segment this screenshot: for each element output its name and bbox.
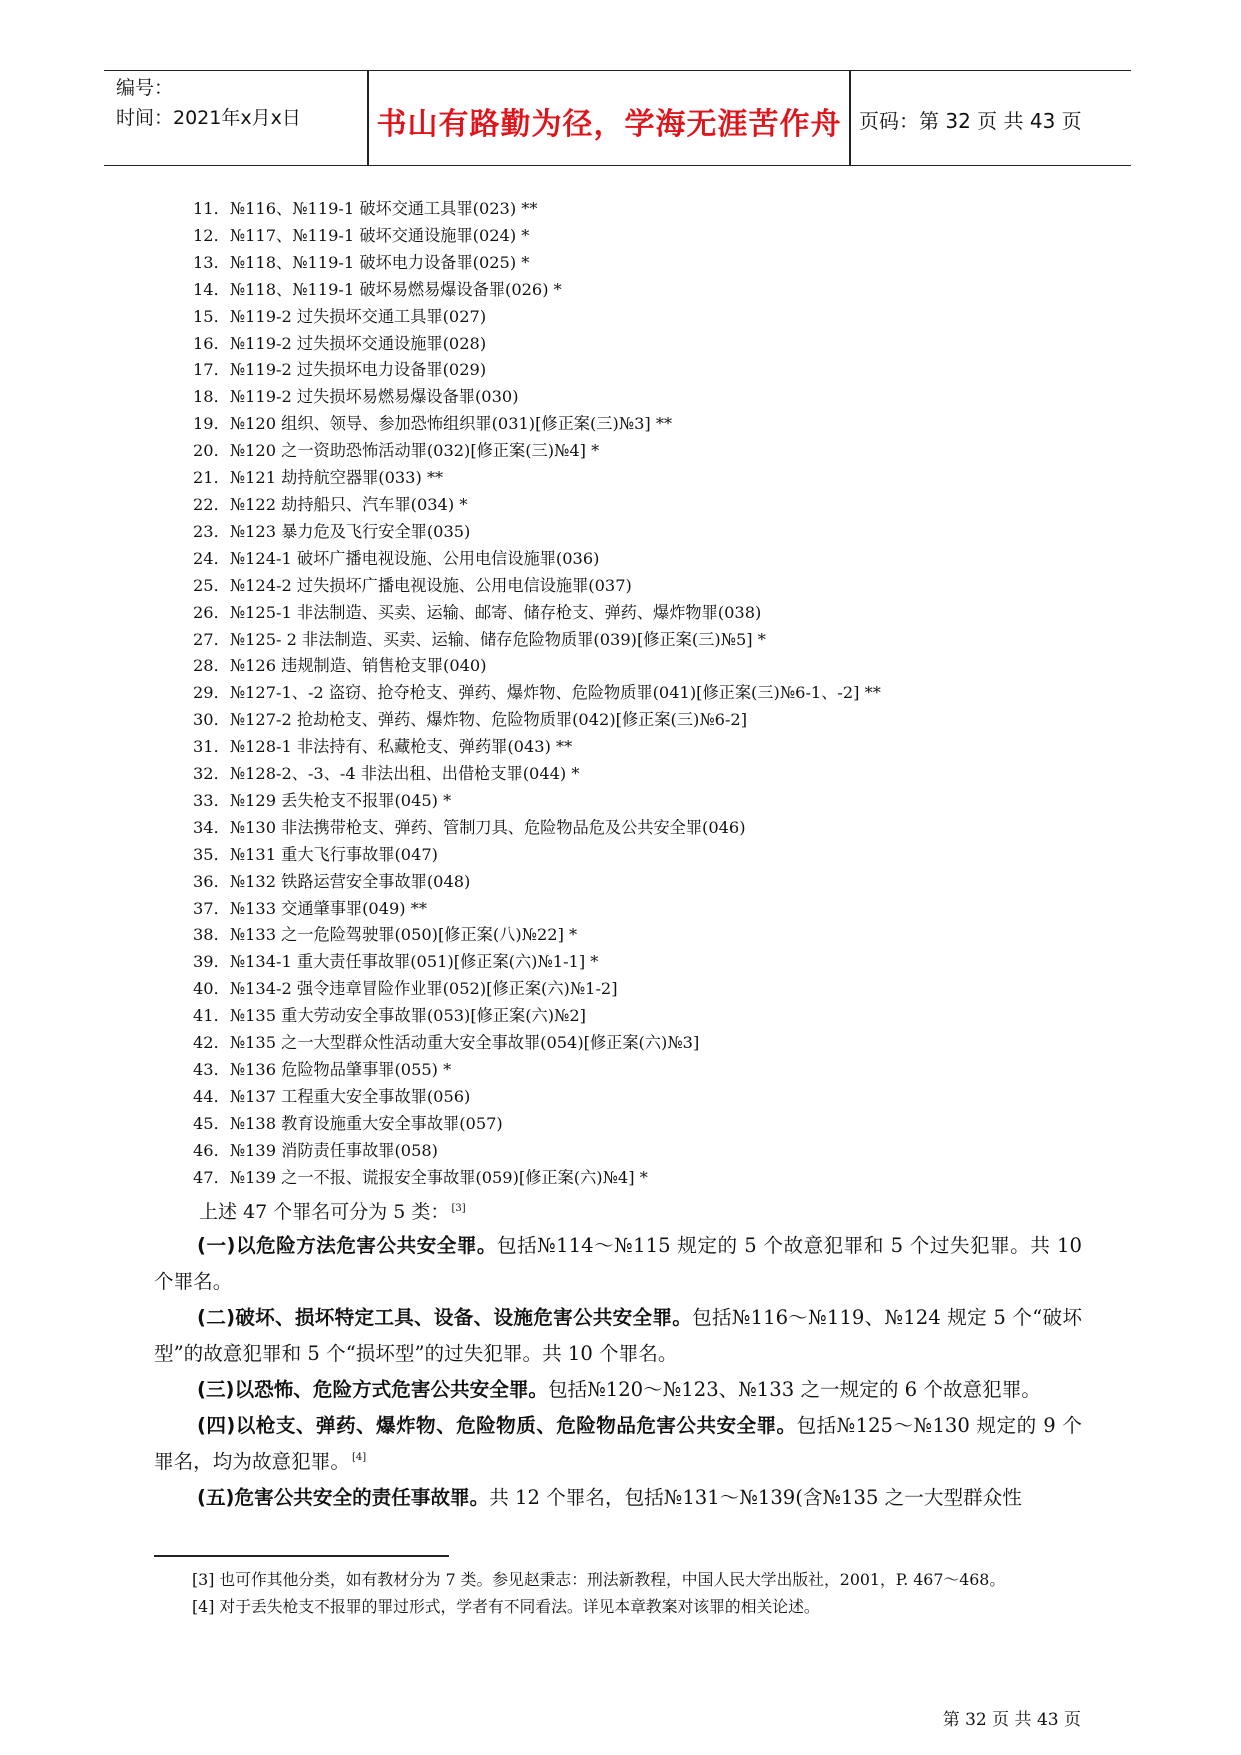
list-item: 46．№139 消防责任事故罪(058) (193, 1140, 438, 1160)
page-footer: 第 32 页 共 43 页 (942, 1710, 1081, 1730)
footnote-ref: [3] (451, 1202, 466, 1214)
list-item: 28．№126 违规制造、销售枪支罪(040) (193, 656, 487, 676)
list-item: 41．№135 重大劳动安全事故罪(053)[修正案(六)№2] (193, 1006, 586, 1026)
list-item: 29．№127-1、-2 盗窃、抢夺枪支、弹药、爆炸物、危险物质罪(041)[修正案(三)№6-1、-2] ** (193, 683, 881, 703)
list-item: 42．№135 之一大型群众性活动重大安全事故罪(054)[修正案(六)№3] (193, 1033, 700, 1053)
list-item: 40．№134-2 强令违章冒险作业罪(052)[修正案(六)№1-2] (193, 979, 618, 999)
list-item: 18．№119-2 过失损坏易燃易爆设备罪(030) (193, 387, 519, 407)
list-item: 17．№119-2 过失损坏电力设备罪(029) (193, 360, 487, 380)
header-page-info: 页码：第 32 页 共 43 页 (859, 109, 1082, 133)
category-body: 共 12 个罪名，包括№131～№139(含№135 之一大型群众性 (489, 1486, 1022, 1509)
list-item: 12．№117、№119-1 破坏交通设施罪(024) * (193, 225, 530, 245)
list-item: 38．№133 之一危险驾驶罪(050)[修正案(八)№22] * (193, 925, 578, 945)
footnotes (154, 1568, 1082, 1622)
list-item: 27．№125- 2 非法制造、买卖、运输、储存危险物质罪(039)[修正案(三)№5] * (193, 629, 766, 649)
list-item: 19．№120 组织、领导、参加恐怖组织罪(031)[修正案(三)№3] ** (193, 414, 673, 434)
list-item: 47．№139 之一不报、谎报安全事故罪(059)[修正案(六)№4] * (193, 1167, 648, 1187)
list-item: 34．№130 非法携带枪支、弹药、管制刀具、危险物品危及公共安全罪(046) (193, 817, 746, 837)
list-item: 23．№123 暴力危及飞行安全罪(035) (193, 521, 471, 541)
list-item: 16．№119-2 过失损坏交通设施罪(028) (193, 333, 487, 353)
list-item: 35．№131 重大飞行事故罪(047) (193, 844, 438, 864)
list-item: 11．№116、№119-1 破坏交通工具罪(023) ** (193, 199, 538, 218)
category-list (154, 1228, 1082, 1516)
category-body: 包括№120～№123、№133 之一规定的 6 个故意犯罪。 (548, 1378, 1041, 1401)
list-item: 32．№128-2、-3、-4 非法出租、出借枪支罪(044) * (193, 764, 580, 784)
category-paragraph (154, 1372, 1082, 1408)
list-item: 25．№124-2 过失损坏广播电视设施、公用电信设施罪(037) (193, 575, 632, 595)
category-body: 包括№125～№130 规定的 9 个罪名，均为故意犯罪。 (154, 1414, 1082, 1473)
list-item: 45．№138 教育设施重大安全事故罪(057) (193, 1113, 503, 1133)
list-item: 44．№137 工程重大安全事故罪(056) (193, 1086, 471, 1106)
list-item: 26．№125-1 非法制造、买卖、运输、邮寄、储存枪支、弹药、爆炸物罪(038) (193, 602, 762, 622)
list-item: 33．№129 丢失枪支不报罪(045) * (193, 790, 452, 810)
category-paragraph (154, 1228, 1082, 1300)
category-heading: (二)破坏、损坏特定工具、设备、设施危害公共安全罪。 (197, 1306, 693, 1329)
list-item: 30．№127-2 抢劫枪支、弹药、爆炸物、危险物质罪(042)[修正案(三)№6-2] (193, 710, 748, 730)
list-item: 20．№120 之一资助恐怖活动罪(032)[修正案(三)№4] * (193, 441, 600, 461)
summary-text: 上述 47 个罪名可分为 5 类： (199, 1201, 450, 1223)
category-paragraph (154, 1300, 1082, 1372)
category-paragraph (154, 1480, 1082, 1516)
footnote-separator (154, 1555, 449, 1557)
list-item: 37．№133 交通肇事罪(049) ** (193, 898, 427, 918)
footnote: [3] 也可作其他分类，如有教材分为 7 类。参见赵秉志：刑法新教程，中国人民大学出版社，2001，P. 467～468。 (192, 1570, 1006, 1589)
category-heading: (一)以危险方法危害公共安全罪。 (197, 1234, 497, 1257)
list-item: 13．№118、№119-1 破坏电力设备罪(025) * (193, 252, 530, 272)
crime-list (193, 196, 1123, 1192)
document-time: 时间：2021年x月x日 (116, 107, 301, 129)
page-header (104, 70, 1131, 166)
category-heading: (四)以枪支、弹药、爆炸物、危险物质、危险物品危害公共安全罪。 (197, 1414, 797, 1437)
list-item: 24．№124-1 破坏广播电视设施、公用电信设施罪(036) (193, 548, 600, 568)
footnote: [4] 对于丢失枪支不报罪的罪过形式，学者有不同看法。详见本章教案对该罪的相关论述。 (192, 1597, 820, 1616)
summary-line (199, 1198, 466, 1226)
category-body: 包括№114～№115 规定的 5 个故意犯罪和 5 个过失犯罪。共 10 个罪名。 (154, 1234, 1082, 1293)
document-number-label: 编号： (116, 77, 174, 99)
footnote-ref: [4] (351, 1452, 367, 1464)
category-heading: (三)以恐怖、危险方式危害公共安全罪。 (197, 1378, 549, 1401)
list-item: 43．№136 危险物品肇事罪(055) * (193, 1060, 452, 1079)
list-item: 31．№128-1 非法持有、私藏枪支、弹药罪(043) ** (193, 737, 573, 757)
list-item: 14．№118、№119-1 破坏易燃易爆设备罪(026) * (193, 279, 562, 299)
list-item: 39．№134-1 重大责任事故罪(051)[修正案(六)№1-1] * (193, 952, 599, 972)
header-meta (116, 73, 366, 133)
category-heading: (五)危害公共安全的责任事故罪。 (197, 1486, 490, 1509)
category-paragraph (154, 1408, 1082, 1480)
list-item: 22．№122 劫持船只、汽车罪(034) * (193, 494, 468, 514)
header-divider (849, 71, 851, 165)
list-item: 36．№132 铁路运营安全事故罪(048) (193, 871, 471, 891)
category-body: 包括№116～№119、№124 规定 5 个“破坏型”的故意犯罪和 5 个“损坏型”的过失犯罪。共 10 个罪名。 (154, 1306, 1082, 1365)
list-item: 21．№121 劫持航空器罪(033) ** (193, 468, 444, 488)
header-motto: 书山有路勤为径，学海无涯苦作舟 (376, 107, 842, 142)
list-item: 15．№119-2 过失损坏交通工具罪(027) (193, 306, 487, 326)
